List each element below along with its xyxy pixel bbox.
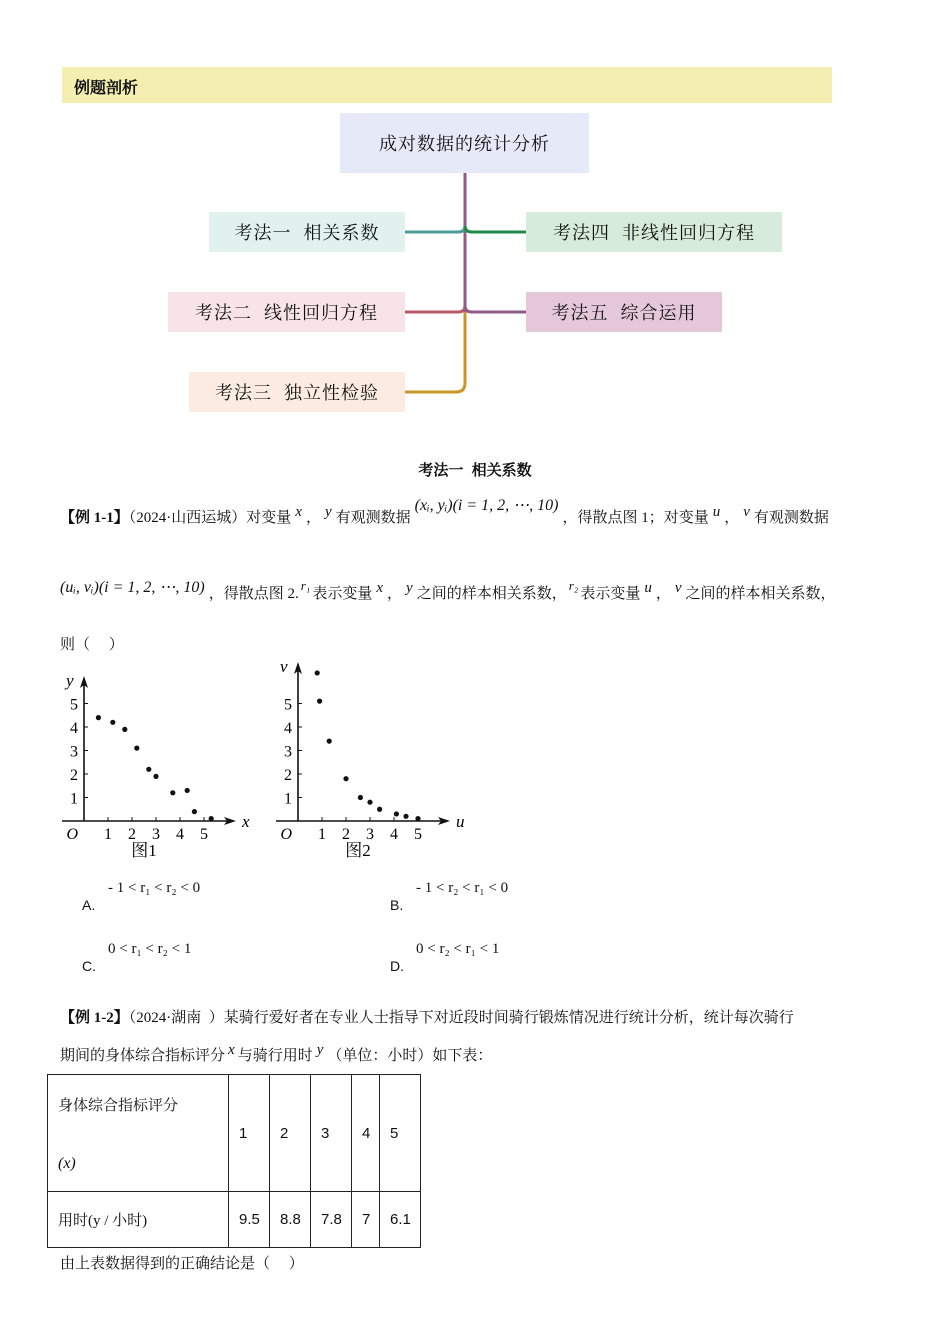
data-xy: (xᵢ, yᵢ)(i = 1, 2, ⋯, 10)	[414, 497, 559, 514]
table-cell: 7.8	[311, 1192, 352, 1248]
data-point	[110, 720, 115, 725]
table-row	[48, 1192, 421, 1248]
example-1-2-tag: 【例 1-2】	[60, 1010, 129, 1026]
var-x: x	[376, 580, 384, 596]
section-header-label: 例题剖析	[74, 80, 139, 97]
table-header-cell	[48, 1192, 229, 1248]
data-point	[185, 788, 190, 793]
y-tick-label: 2	[70, 767, 78, 784]
text: （单位：小时）如下表：	[327, 1048, 493, 1064]
scatter-chart-2	[270, 657, 465, 863]
table-cell: 8.8	[270, 1192, 311, 1248]
data-point	[343, 776, 348, 781]
data-point	[394, 811, 399, 816]
option-a-label[interactable]: A.	[82, 897, 96, 913]
x-tick-label: 1	[104, 826, 112, 843]
table-cell: 3	[311, 1075, 352, 1192]
option-b-text[interactable]: - 1 < r₂ < r₁ < 0	[416, 880, 509, 896]
var-v: v	[743, 504, 750, 520]
x-tick-label: 5	[200, 826, 208, 843]
mindmap-node-5	[526, 292, 722, 332]
option-c-label[interactable]: C.	[82, 958, 96, 974]
example-1-2-line-2	[60, 1044, 492, 1065]
y-tick-label: 3	[284, 743, 292, 761]
origin-label: O	[280, 826, 292, 843]
option-b-label[interactable]: B.	[390, 897, 404, 913]
connector-node-2	[405, 306, 465, 312]
x-tick-label: 1	[318, 826, 326, 843]
example-1-1-line-1	[60, 497, 829, 527]
data-point	[96, 715, 101, 720]
data-point	[315, 670, 320, 675]
example-1-2-source: （2024·湖南 ）	[128, 1010, 224, 1026]
table-cell: 6.1	[380, 1192, 421, 1248]
data-point	[367, 800, 372, 805]
y-tick-label: 1	[284, 790, 292, 808]
x-tick-label: 2	[342, 826, 350, 843]
text: 某骑行爱好者在专业人士指导下对近段时间骑行锻炼情况进行统计分析，统计每次骑行	[223, 1010, 794, 1026]
connector-node-1	[405, 226, 465, 232]
mindmap-root	[340, 113, 589, 173]
text: 之间的样本相关系数，	[685, 586, 836, 602]
chart-caption: 图2	[345, 841, 371, 860]
data-point	[377, 807, 382, 812]
connector-node-5	[465, 306, 526, 312]
scatter-chart-1	[55, 668, 250, 863]
text: ，得散点图 2.	[208, 586, 299, 602]
table-cell: 5	[380, 1075, 421, 1192]
comma: ，	[305, 510, 321, 526]
var-y: y	[324, 504, 332, 520]
data-point	[415, 816, 420, 821]
text: 有观测数据	[753, 510, 829, 526]
y-tick-label: 4	[70, 720, 78, 737]
connector-node-3	[405, 312, 465, 392]
var-y: y	[316, 1042, 324, 1058]
text: 对变量	[246, 510, 292, 526]
example-1-1-tag: 【例 1-1】	[60, 510, 129, 526]
y-tick-label: 2	[284, 767, 292, 784]
mindmap-root-label: 成对数据的统计分析	[379, 134, 550, 154]
mindmap-node-2-label: 考法二 线性回归方程	[194, 303, 378, 323]
x-tick-label: 2	[128, 826, 136, 843]
comma: ，	[655, 586, 671, 602]
table-header-var: (x)	[58, 1154, 76, 1172]
var-r1: r₁	[300, 578, 311, 593]
example-1-2-question: 由上表数据得到的正确结论是（ ）	[60, 1256, 304, 1272]
data-point	[209, 816, 214, 821]
table-cell: 9.5	[229, 1192, 270, 1248]
comma: ，	[387, 586, 403, 602]
x-tick-label: 5	[414, 826, 422, 843]
text: 期间的身体综合指标评分	[60, 1048, 226, 1064]
y-tick-label: 4	[284, 720, 292, 737]
var-x: x	[228, 1042, 235, 1058]
y-tick-label: 5	[70, 696, 78, 714]
table-header-text: 身体综合指标评分	[58, 1097, 179, 1114]
comma: ，	[724, 510, 740, 526]
option-d-label[interactable]: D.	[390, 958, 404, 974]
text: 与骑行用时	[237, 1048, 313, 1064]
text: 之间的样本相关系数，	[416, 586, 567, 602]
x-tick-label: 3	[366, 826, 374, 843]
mindmap-connectors	[0, 0, 950, 430]
option-c-text[interactable]: 0 < r₁ < r₂ < 1	[108, 941, 192, 957]
option-d-text[interactable]: 0 < r₂ < r₁ < 1	[416, 941, 500, 957]
data-point	[153, 774, 158, 779]
x-tick-label: 3	[152, 826, 160, 843]
var-y: y	[406, 580, 413, 596]
table-header-text: 用时	[58, 1213, 89, 1229]
text: 有观测数据	[335, 510, 411, 526]
data-point	[403, 814, 408, 819]
x-axis-label: u	[456, 812, 465, 831]
chart-caption: 图1	[131, 841, 157, 860]
example-1-1-source: （2024·山西运城）	[128, 510, 247, 526]
data-point	[122, 727, 127, 732]
mindmap-node-4	[526, 212, 782, 252]
y-tick-label: 5	[284, 696, 292, 714]
table-cell: 4	[352, 1075, 380, 1192]
x-tick-label: 4	[176, 826, 184, 843]
var-v: v	[674, 580, 682, 596]
y-axis-label: v	[280, 657, 288, 676]
y-tick-label: 1	[70, 790, 78, 808]
data-point	[146, 767, 151, 772]
data-table	[47, 1074, 421, 1248]
example-1-2-line-1	[60, 1006, 794, 1027]
example-1-1-line-2	[60, 578, 836, 603]
mindmap-node-3	[189, 372, 405, 412]
data-point	[170, 790, 175, 795]
var-u: u	[644, 580, 652, 596]
x-axis-label: x	[242, 812, 250, 831]
table-header-var: (y / 小时)	[88, 1213, 148, 1229]
table-row	[48, 1075, 421, 1192]
data-uv: (uᵢ, vᵢ)(i = 1, 2, ⋯, 10)	[60, 579, 205, 596]
origin-label: O	[66, 826, 78, 843]
data-point	[358, 795, 363, 800]
data-point	[134, 746, 139, 751]
var-x: x	[295, 504, 302, 520]
y-tick-label: 3	[70, 743, 78, 761]
example-1-1-line-3: 则（ ）	[60, 637, 124, 653]
table-header-cell	[48, 1075, 229, 1192]
mindmap-node-1-label: 考法一 相关系数	[234, 223, 380, 243]
subsection-title: 考法一 相关系数	[418, 462, 532, 479]
mindmap-node-3-label: 考法三 独立性检验	[214, 383, 379, 403]
var-r2: r₂	[568, 578, 579, 593]
x-tick-label: 4	[390, 826, 398, 843]
table-cell: 7	[352, 1192, 380, 1248]
option-a-text[interactable]: - 1 < r₁ < r₂ < 0	[108, 880, 201, 896]
y-axis-label: y	[66, 671, 74, 690]
table-cell: 2	[270, 1075, 311, 1192]
mindmap-node-1	[209, 212, 405, 252]
text: 表示变量	[312, 586, 373, 602]
mindmap-node-4-label: 考法四 非线性回归方程	[552, 223, 755, 243]
text: 表示变量	[580, 586, 641, 602]
data-point	[317, 699, 322, 704]
mindmap-node-2	[168, 292, 405, 332]
connector-node-4	[465, 226, 526, 232]
text: ，得散点图 1；对变量	[562, 510, 709, 526]
data-point	[327, 739, 332, 744]
mindmap-node-5-label: 考法五 综合运用	[551, 303, 697, 323]
table-cell: 1	[229, 1075, 270, 1192]
data-point	[192, 809, 197, 814]
var-u: u	[712, 504, 721, 520]
